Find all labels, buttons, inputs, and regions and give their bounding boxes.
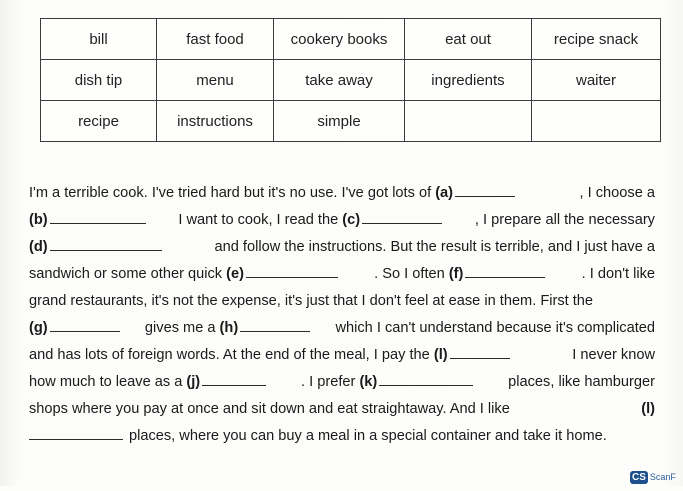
passage-line — [29, 396, 655, 423]
passage-line — [29, 180, 655, 207]
answer-blank-d[interactable] — [50, 236, 162, 251]
word-cell: ingredients — [405, 60, 532, 101]
word-cell: fast food — [157, 19, 274, 60]
blank-label: (a) — [435, 185, 454, 201]
blank-label: (b) — [29, 212, 48, 228]
word-cell: recipe snack — [532, 19, 661, 60]
blank-label: (l) — [433, 347, 448, 363]
word-cell: eat out — [405, 19, 532, 60]
cloze-passage — [29, 180, 655, 450]
blank-label: (l) — [641, 401, 655, 417]
passage-line — [29, 234, 655, 261]
passage-line — [29, 315, 655, 342]
passage-text: . So I often — [374, 266, 449, 282]
blank-label: (k) — [359, 374, 378, 390]
passage-line — [29, 423, 655, 450]
word-cell: menu — [157, 60, 274, 101]
passage-text: places, like hamburger — [508, 374, 655, 390]
answer-blank-f[interactable] — [465, 263, 545, 278]
blank-label: (f) — [448, 266, 464, 282]
blank-label: (e) — [226, 266, 244, 282]
passage-text: . I don't like — [581, 266, 655, 282]
passage-text: gives me a — [144, 320, 220, 336]
table-row — [41, 19, 661, 60]
table-row — [41, 60, 661, 101]
scanner-watermark — [630, 471, 683, 491]
passage-line — [29, 207, 655, 234]
passage-text: , I choose a — [579, 185, 655, 201]
answer-blank-h[interactable] — [240, 317, 310, 332]
scanner-logo-badge: CS — [632, 472, 646, 483]
word-cell: take away — [274, 60, 405, 101]
passage-text: shops where you pay at once and sit down and eat straightaway. And I like — [29, 401, 510, 417]
passage-text: sandwich or some other quick — [29, 266, 227, 282]
table-row — [41, 101, 661, 142]
blank-label: (h) — [219, 320, 239, 336]
blank-label: (j) — [186, 374, 201, 390]
passage-text: places, where you can buy a meal in a special container and take it home. — [129, 428, 607, 444]
answer-blank-j[interactable] — [202, 371, 266, 386]
passage-text: I want to cook, I read the — [178, 212, 343, 228]
word-cell: simple — [274, 101, 405, 142]
passage-line — [29, 342, 655, 369]
word-cell-empty — [405, 101, 532, 142]
answer-blank-c[interactable] — [362, 209, 442, 224]
word-cell: dish tip — [41, 60, 157, 101]
answer-blank-i[interactable] — [450, 344, 510, 359]
passage-line — [29, 261, 655, 288]
answer-blank-l[interactable] — [29, 425, 123, 440]
passage-text: . I prefer — [301, 374, 360, 390]
passage-text: , I prepare all the necessary — [474, 212, 655, 228]
word-cell: bill — [41, 19, 157, 60]
answer-blank-g[interactable] — [50, 317, 120, 332]
answer-blank-k[interactable] — [379, 371, 473, 386]
blank-label: (g) — [29, 320, 48, 336]
answer-blank-b[interactable] — [50, 209, 146, 224]
passage-text: how much to leave as a — [29, 374, 187, 390]
blank-label: (c) — [342, 212, 361, 228]
passage-text: and has lots of foreign words. At the end of the meal, I pay the — [29, 347, 434, 363]
passage-text: I'm a terrible cook. I've tried hard but it's no use. I've got lots of — [29, 185, 436, 201]
word-box-table — [40, 18, 661, 142]
word-cell: instructions — [157, 101, 274, 142]
word-cell: waiter — [532, 60, 661, 101]
word-cell-empty — [532, 101, 661, 142]
scanner-logo-text: ScanF — [649, 472, 676, 482]
passage-text: and follow the instructions. But the result is terrible, and I just have a — [214, 239, 655, 255]
word-cell: recipe — [41, 101, 157, 142]
blank-label: (d) — [29, 239, 48, 255]
passage-line — [29, 288, 655, 315]
answer-blank-a[interactable] — [455, 182, 515, 197]
passage-text: which I can't understand because it's complicated — [335, 320, 655, 336]
passage-text: I never know — [572, 347, 655, 363]
word-cell: cookery books — [274, 19, 405, 60]
passage-line — [29, 369, 655, 396]
answer-blank-e[interactable] — [246, 263, 338, 278]
passage-text: grand restaurants, it's not the expense, it's just that I don't feel at ease in them. First the — [29, 293, 594, 309]
